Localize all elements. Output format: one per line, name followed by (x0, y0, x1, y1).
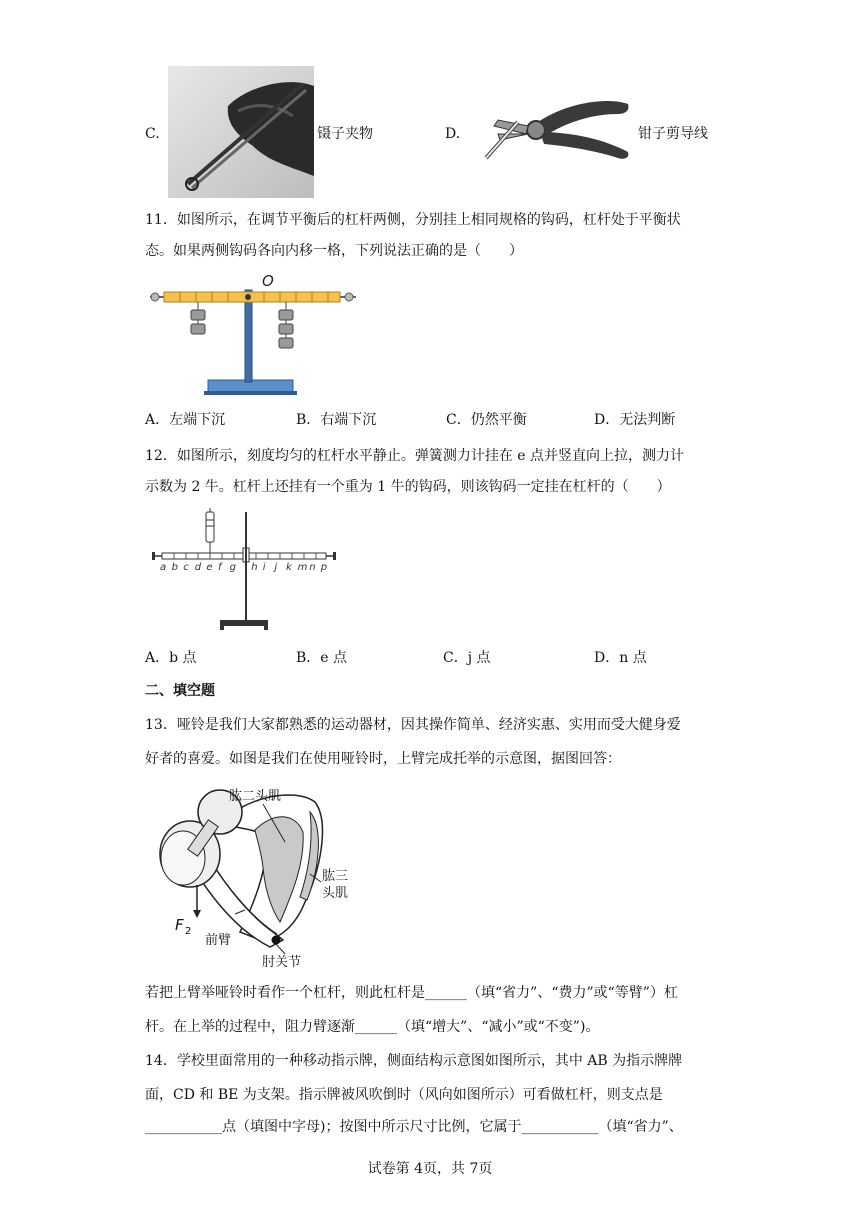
arm-dumbbell-figure (145, 782, 360, 972)
section-title: 二、填空题 (145, 683, 215, 699)
option-d-letter: D. (445, 126, 461, 142)
option-c-letter: C. (145, 126, 160, 142)
elbow-label: 肘关节 (262, 955, 302, 970)
q14-text-line1: 14．学校里面常用的一种移动指示牌，侧面结构示意图如图所示，其中 AB 为指示牌牌 (145, 1053, 683, 1069)
tweezers-photo (168, 66, 314, 198)
scale-letter-c: c (183, 562, 189, 573)
scale-letter-d: d (194, 562, 202, 573)
forearm-label: 前臂 (205, 933, 232, 948)
scale-letter-h: h (251, 562, 258, 573)
scale-letter-n: n (309, 562, 316, 573)
scale-letter-a: a (160, 562, 167, 573)
scale-letter-g: g (229, 562, 236, 573)
q12-option-b: B．e 点 (296, 650, 348, 666)
q14-text-line3: ___________点（填图中字母)；按图中所示尺寸比例，它属于___________（填“省力”、 (145, 1119, 683, 1135)
scale-letter-p: p (320, 562, 328, 573)
q11-lever-figure (146, 268, 361, 398)
option-d-caption: 钳子剪导线 (638, 126, 708, 142)
q12-option-c: C．j 点 (443, 650, 491, 666)
scale-letter-k: k (286, 562, 292, 573)
fulcrum-label: O (262, 272, 274, 290)
triceps-label-1: 肱三 (322, 869, 349, 884)
biceps-label: 肱二头肌 (229, 789, 282, 804)
q13-text-line4: 杆。在上举的过程中，阻力臂逐渐______（填“增大”、“减小”或“不变”)。 (145, 1019, 600, 1035)
q12-text-line2: 示数为 2 牛。杠杆上还挂有一个重为 1 牛的钩码，则该钩码一定挂在杠杆的（ ） (145, 479, 671, 495)
q13-text-line1: 13．哑铃是我们大家都熟悉的运动器材，因其操作简单、经济实惠、实用而受大健身爱 (145, 717, 681, 733)
q11-option-b: B．右端下沉 (296, 412, 377, 428)
q12-option-d: D．n 点 (594, 650, 647, 666)
scale-letter-f: f (218, 562, 222, 573)
q13-text-line2: 好者的喜爱。如图是我们在使用哑铃时，上臂完成托举的示意图，据图回答： (145, 751, 621, 767)
page-footer: 试卷第 4页，共 7页 (367, 1161, 493, 1177)
q11-option-d: D．无法判断 (594, 412, 676, 428)
scale-letter-b: b (171, 562, 178, 573)
q14-text-line2: 面，CD 和 BE 为支架。指示牌被风吹倒时（风向如图所示）可看做杠杆，则支点是 (145, 1087, 663, 1103)
q11-text-line1: 11．如图所示，在调节平衡后的杠杆两侧，分别挂上相同规格的钩码，杠杆处于平衡状 (145, 212, 681, 228)
q13-text-line3: 若把上臂举哑铃时看作一个杠杆，则此杠杆是______（填“省力”、“费力”或“等臂”）杠 (145, 985, 678, 1001)
q11-option-c: C．仍然平衡 (446, 412, 527, 428)
triceps-label-2: 头肌 (322, 886, 349, 901)
q12-lever-figure (148, 508, 340, 634)
scale-letter-e: e (206, 562, 213, 573)
q11-option-a: A．左端下沉 (145, 412, 226, 428)
scale-letter-m: m (297, 562, 308, 573)
force-subscript: 2 (185, 926, 192, 937)
scale-letter-j: j (274, 562, 278, 573)
force-label: F (175, 916, 184, 934)
q11-text-line2: 态。如果两侧钩码各向内移一格，下列说法正确的是（ ） (145, 243, 523, 259)
scale-letter-i: i (262, 562, 266, 573)
option-c-caption: 镊子夹物 (317, 126, 373, 142)
q12-option-a: A．b 点 (145, 650, 197, 666)
q12-text-line1: 12．如图所示，刻度均匀的杠杆水平静止。弹簧测力计挂在 e 点并竖直向上拉，测力计 (145, 448, 684, 464)
pliers-image (478, 92, 633, 164)
